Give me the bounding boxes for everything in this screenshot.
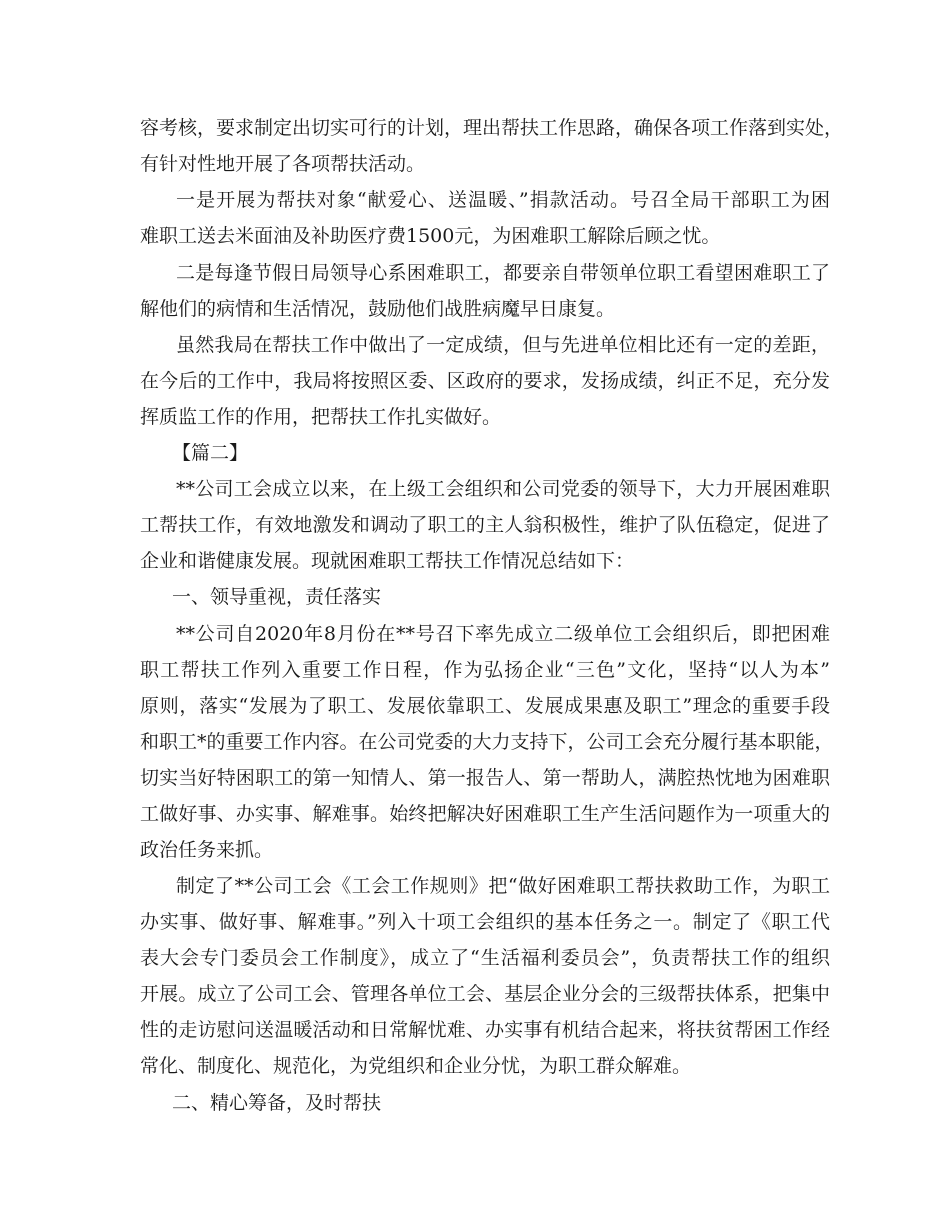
section-heading: 【篇二】: [172, 442, 249, 464]
text-line: 制定了**公司工会《工会工作规则》把“做好困难职工帮扶救助工作，为职工: [176, 875, 830, 897]
text-line: 切实当好特困职工的第一知情人、第一报告人、第一帮助人，满腔热忱地为困难职: [140, 767, 830, 789]
text-line: 挥质监工作的作用，把帮扶工作扎实做好。: [140, 406, 502, 428]
text-line: 办实事、做好事、解难事。”列入十项工会组织的基本任务之一。制定了《职工代: [140, 911, 830, 933]
text-line: 一是开展为帮扶对象“献爱心、送温暖、”捐款活动。号召全局干部职工为困: [176, 189, 830, 211]
text-line: 有针对性地开展了各项帮扶活动。: [140, 153, 426, 175]
text-line: 职工帮扶工作列入重要工作日程，作为弘扬企业“三色”文化，坚持“以人为本”: [140, 659, 830, 681]
text-line: 二是每逢节假日局领导心系困难职工，都要亲自带领单位职工看望困难职工了: [176, 262, 830, 284]
text-line: 原则，落实“发展为了职工、发展依靠职工、发展成果惠及职工”理念的重要手段: [140, 695, 830, 717]
text-line: 难职工送去米面油及补助医疗费1500元，为困难职工解除后顾之忧。: [140, 225, 721, 247]
text-line: 解他们的病情和生活情况，鼓励他们战胜病魔早日康复。: [140, 298, 616, 320]
text-line: 虽然我局在帮扶工作中做出了一定成绩，但与先进单位相比还有一定的差距，: [176, 334, 830, 356]
text-line: 在今后的工作中，我局将按照区委、区政府的要求，发扬成绩，纠正不足，充分发: [140, 370, 830, 392]
text-line: 工做好事、办实事、解难事。始终把解决好困难职工生产生活问题作为一项重大的: [140, 803, 830, 825]
text-line: **公司自2020年8月份在**号召下率先成立二级单位工会组织后，即把困难: [176, 623, 830, 645]
text-line: 工帮扶工作，有效地激发和调动了职工的主人翁积极性，维护了队伍稳定，促进了: [140, 514, 830, 536]
text-line: **公司工会成立以来，在上级工会组织和公司党委的领导下，大力开展困难职: [176, 478, 830, 500]
text-line: 开展。成立了公司工会、管理各单位工会、基层企业分会的三级帮扶体系，把集中: [140, 983, 830, 1005]
section-heading: 一、领导重视，责任落实: [172, 586, 382, 608]
text-line: 表大会专门委员会工作制度》，成立了“生活福利委员会”，负责帮扶工作的组织: [140, 947, 830, 969]
section-heading: 二、精心筹备，及时帮扶: [172, 1092, 382, 1114]
text-line: 性的走访慰问送温暖活动和日常解忧难、办实事有机结合起来，将扶贫帮困工作经: [140, 1019, 830, 1041]
text-line: 和职工*的重要工作内容。在公司党委的大力支持下，公司工会充分履行基本职能，: [140, 731, 834, 753]
text-line: 常化、制度化、规范化，为党组织和企业分忧，为职工群众解难。: [140, 1055, 692, 1077]
text-line: 政治任务来抓。: [140, 839, 274, 861]
text-line: 容考核，要求制定出切实可行的计划，理出帮扶工作思路，确保各项工作落到实处，: [140, 117, 844, 139]
text-line: 企业和谐健康发展。现就困难职工帮扶工作情况总结如下：: [140, 550, 635, 572]
